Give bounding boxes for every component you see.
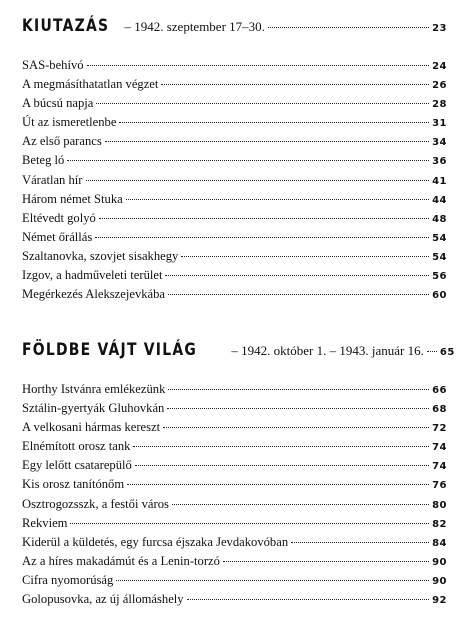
entry-title: A velkosani hármas kereszt	[22, 420, 161, 435]
entry-page-number: 60	[432, 290, 447, 302]
dot-leader	[181, 256, 429, 257]
entry-title: Sztálin-gyertyák Gluhovkán	[22, 401, 165, 416]
entry-page-number: 26	[432, 80, 447, 92]
entry-title: Szaltanovka, szovjet sisakhegy	[22, 248, 179, 263]
dot-leader	[291, 542, 429, 543]
entry-page-number: 90	[432, 575, 447, 587]
toc-entry	[22, 153, 447, 172]
dot-leader	[126, 199, 429, 200]
entry-page-number: 74	[432, 442, 447, 454]
entry-title: Az első parancs	[22, 134, 102, 149]
entry-title: Eltévedt golyó	[22, 210, 96, 225]
dot-leader	[427, 351, 437, 352]
entry-page-number: 68	[432, 404, 447, 416]
dot-leader	[87, 65, 430, 66]
entry-page-number: 54	[432, 251, 447, 263]
dot-leader	[70, 523, 429, 524]
toc-section-1	[22, 16, 447, 306]
entry-page-number: 56	[432, 271, 447, 283]
toc-entry	[22, 554, 447, 573]
entry-title: Egy lelőtt csatarepülő	[22, 458, 132, 473]
entry-page-number: 54	[432, 232, 447, 244]
section-heading	[22, 340, 455, 368]
section-heading	[22, 16, 447, 44]
toc-entry	[22, 287, 447, 306]
toc-entry	[22, 592, 447, 611]
entry-page-number: 41	[432, 175, 447, 187]
dot-leader	[96, 103, 429, 104]
toc-entry	[22, 211, 447, 230]
entry-title: Német őrállás	[22, 229, 93, 244]
entry-title: Az a híres makadámút és a Lenin-torzó	[22, 553, 220, 568]
dot-leader	[67, 160, 429, 161]
toc-entry	[22, 115, 447, 134]
entry-title: Kiderül a küldetés, egy furcsa éjszaka Jevdakovóban	[22, 534, 289, 549]
entry-page-number: 80	[432, 499, 447, 511]
dot-leader	[116, 580, 429, 581]
entry-page-number: 84	[432, 537, 447, 549]
section-date-range: – 1942. szeptember 17–30.	[124, 19, 265, 34]
toc-entry	[22, 420, 447, 439]
dot-leader	[119, 122, 429, 123]
section-title: FÖLDBE VÁJT VILÁG	[22, 340, 198, 360]
dot-leader	[168, 389, 429, 390]
entry-title: Beteg ló	[22, 153, 65, 168]
dot-leader	[161, 84, 429, 85]
dot-leader	[133, 446, 429, 447]
entry-page-number: 76	[432, 480, 447, 492]
dot-leader	[95, 237, 429, 238]
dot-leader	[163, 427, 429, 428]
dot-leader	[135, 465, 429, 466]
page-number: 23	[432, 23, 447, 34]
dot-leader	[268, 27, 429, 28]
entry-page-number: 34	[432, 137, 447, 149]
entry-page-number: 28	[432, 99, 447, 111]
entry-page-number: 36	[432, 156, 447, 168]
toc-entry	[22, 535, 447, 554]
toc-entry	[22, 516, 447, 535]
dot-leader	[168, 294, 429, 295]
entry-title: SAS-behívó	[22, 58, 84, 72]
section-date-range: – 1942. október 1. – 1943. január 16.	[231, 343, 424, 358]
toc-entry	[22, 458, 447, 477]
entry-title: Golopusovka, az új állomáshely	[22, 592, 184, 607]
toc-entry	[22, 192, 447, 211]
entry-title: Cifra nyomorúság	[22, 572, 114, 587]
toc-entry	[22, 134, 447, 153]
toc-entry	[22, 58, 447, 77]
dot-leader	[223, 561, 429, 562]
toc-entry	[22, 497, 447, 516]
entry-title: Izgov, a hadműveleti terület	[22, 268, 163, 283]
entry-title: Váratlan hír	[22, 172, 83, 187]
entry-title: Elnémított orosz tank	[22, 439, 131, 454]
entry-title: Kis orosz tanítónőm	[22, 477, 125, 492]
entry-page-number: 82	[432, 518, 447, 530]
toc-entry	[22, 268, 447, 287]
dot-leader	[165, 275, 429, 276]
entry-title: Rekviem	[22, 515, 68, 530]
toc-entry	[22, 382, 447, 401]
entry-title: Megérkezés Alekszejevkába	[22, 287, 166, 302]
dot-leader	[105, 141, 429, 142]
entry-page-number: 72	[432, 423, 447, 435]
entry-page-number: 90	[432, 556, 447, 568]
toc-entry	[22, 249, 447, 268]
dot-leader	[172, 504, 429, 505]
entry-page-number: 44	[432, 194, 447, 206]
entry-page-number: 74	[432, 461, 447, 473]
dot-leader	[127, 484, 429, 485]
dot-leader	[86, 180, 430, 181]
page-number: 65	[439, 347, 455, 358]
entry-page-number: 48	[432, 213, 447, 225]
entry-page-number: 31	[432, 118, 447, 130]
section-title: KIUTAZÁS	[22, 16, 110, 36]
entry-title: A megmásíthatatlan végzet	[22, 77, 159, 92]
toc-entry	[22, 230, 447, 249]
dot-leader	[187, 599, 429, 600]
entry-title: Osztrogozsszk, a festői város	[22, 496, 169, 511]
entry-page-number: 92	[432, 595, 447, 607]
toc-entry	[22, 173, 447, 192]
entry-title: A búcsú napja	[22, 96, 94, 111]
entry-title: Három német Stuka	[22, 191, 123, 206]
toc-entry	[22, 96, 447, 115]
toc-entry	[22, 401, 447, 420]
toc-entry	[22, 439, 447, 458]
dot-leader	[167, 408, 429, 409]
toc-section-2	[22, 340, 455, 611]
entry-title: Horthy Istvánra emlékezünk	[22, 382, 166, 396]
entry-page-number: 66	[432, 385, 447, 396]
entry-title: Út az ismeretlenbe	[22, 115, 117, 130]
toc-entry	[22, 77, 447, 96]
entry-page-number: 24	[432, 61, 447, 72]
toc-entry	[22, 477, 447, 496]
dot-leader	[99, 218, 429, 219]
toc-entry	[22, 573, 447, 592]
